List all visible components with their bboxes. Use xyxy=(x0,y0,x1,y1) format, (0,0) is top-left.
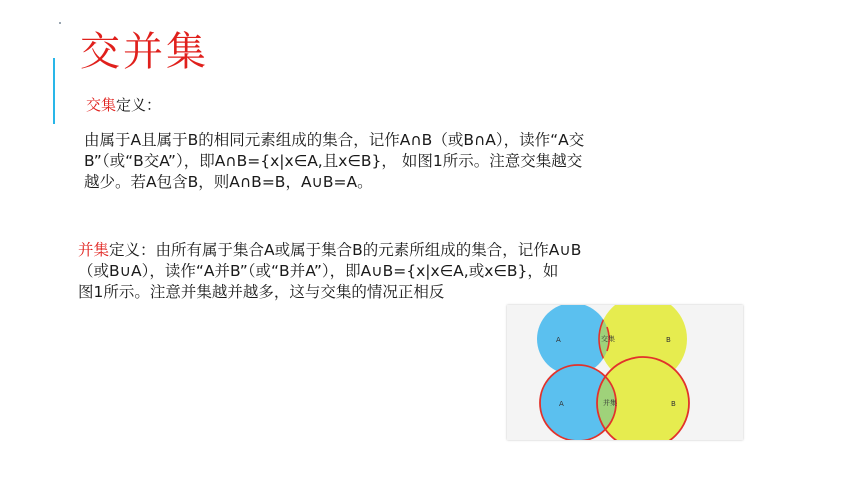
intersection-line-3: 越少。若A包含B，则A∩B=B，A∪B=A。 xyxy=(84,173,373,191)
top-label-b: B xyxy=(666,336,671,344)
union-venn xyxy=(540,357,689,440)
intersection-line-2: B”（或“B交A”），即A∩B={x|x∈A,且x∈B}， 如图1所示。注意交集越交 xyxy=(84,152,583,170)
venn-diagrams xyxy=(507,305,743,440)
intersection-definition xyxy=(84,130,764,193)
union-line-2: （或B∪A），读作“A并B”（或“B并A”），即A∪B={x|x∈A,或x∈B}，如 xyxy=(78,262,559,280)
accent-bar xyxy=(53,58,55,124)
intersection-term: 交集 xyxy=(86,96,117,114)
intersection-heading xyxy=(86,95,161,115)
intersection-heading-rest: 定义： xyxy=(116,96,162,114)
bottom-label-b: B xyxy=(671,400,676,408)
decorative-dot xyxy=(59,22,61,24)
top-label-center: 交集 xyxy=(601,335,615,343)
top-label-a: A xyxy=(556,336,561,344)
union-definition xyxy=(78,240,768,303)
venn-figure xyxy=(507,305,743,440)
union-line-1-rest: 定义：由所有属于集合A或属于集合B的元素所组成的集合，记作A∪B xyxy=(109,241,582,259)
slide-title: 交并集 xyxy=(80,29,209,75)
union-line-3: 图1所示。注意并集越并越多，这与交集的情况正相反 xyxy=(78,283,445,301)
union-line-1 xyxy=(78,240,768,261)
intersection-line-1: 由属于A且属于B的相同元素组成的集合，记作A∩B（或B∩A），读作“A交 xyxy=(84,131,585,149)
bottom-label-center: 并集 xyxy=(603,399,617,407)
union-term: 并集 xyxy=(78,241,110,259)
bottom-label-a: A xyxy=(559,400,564,408)
